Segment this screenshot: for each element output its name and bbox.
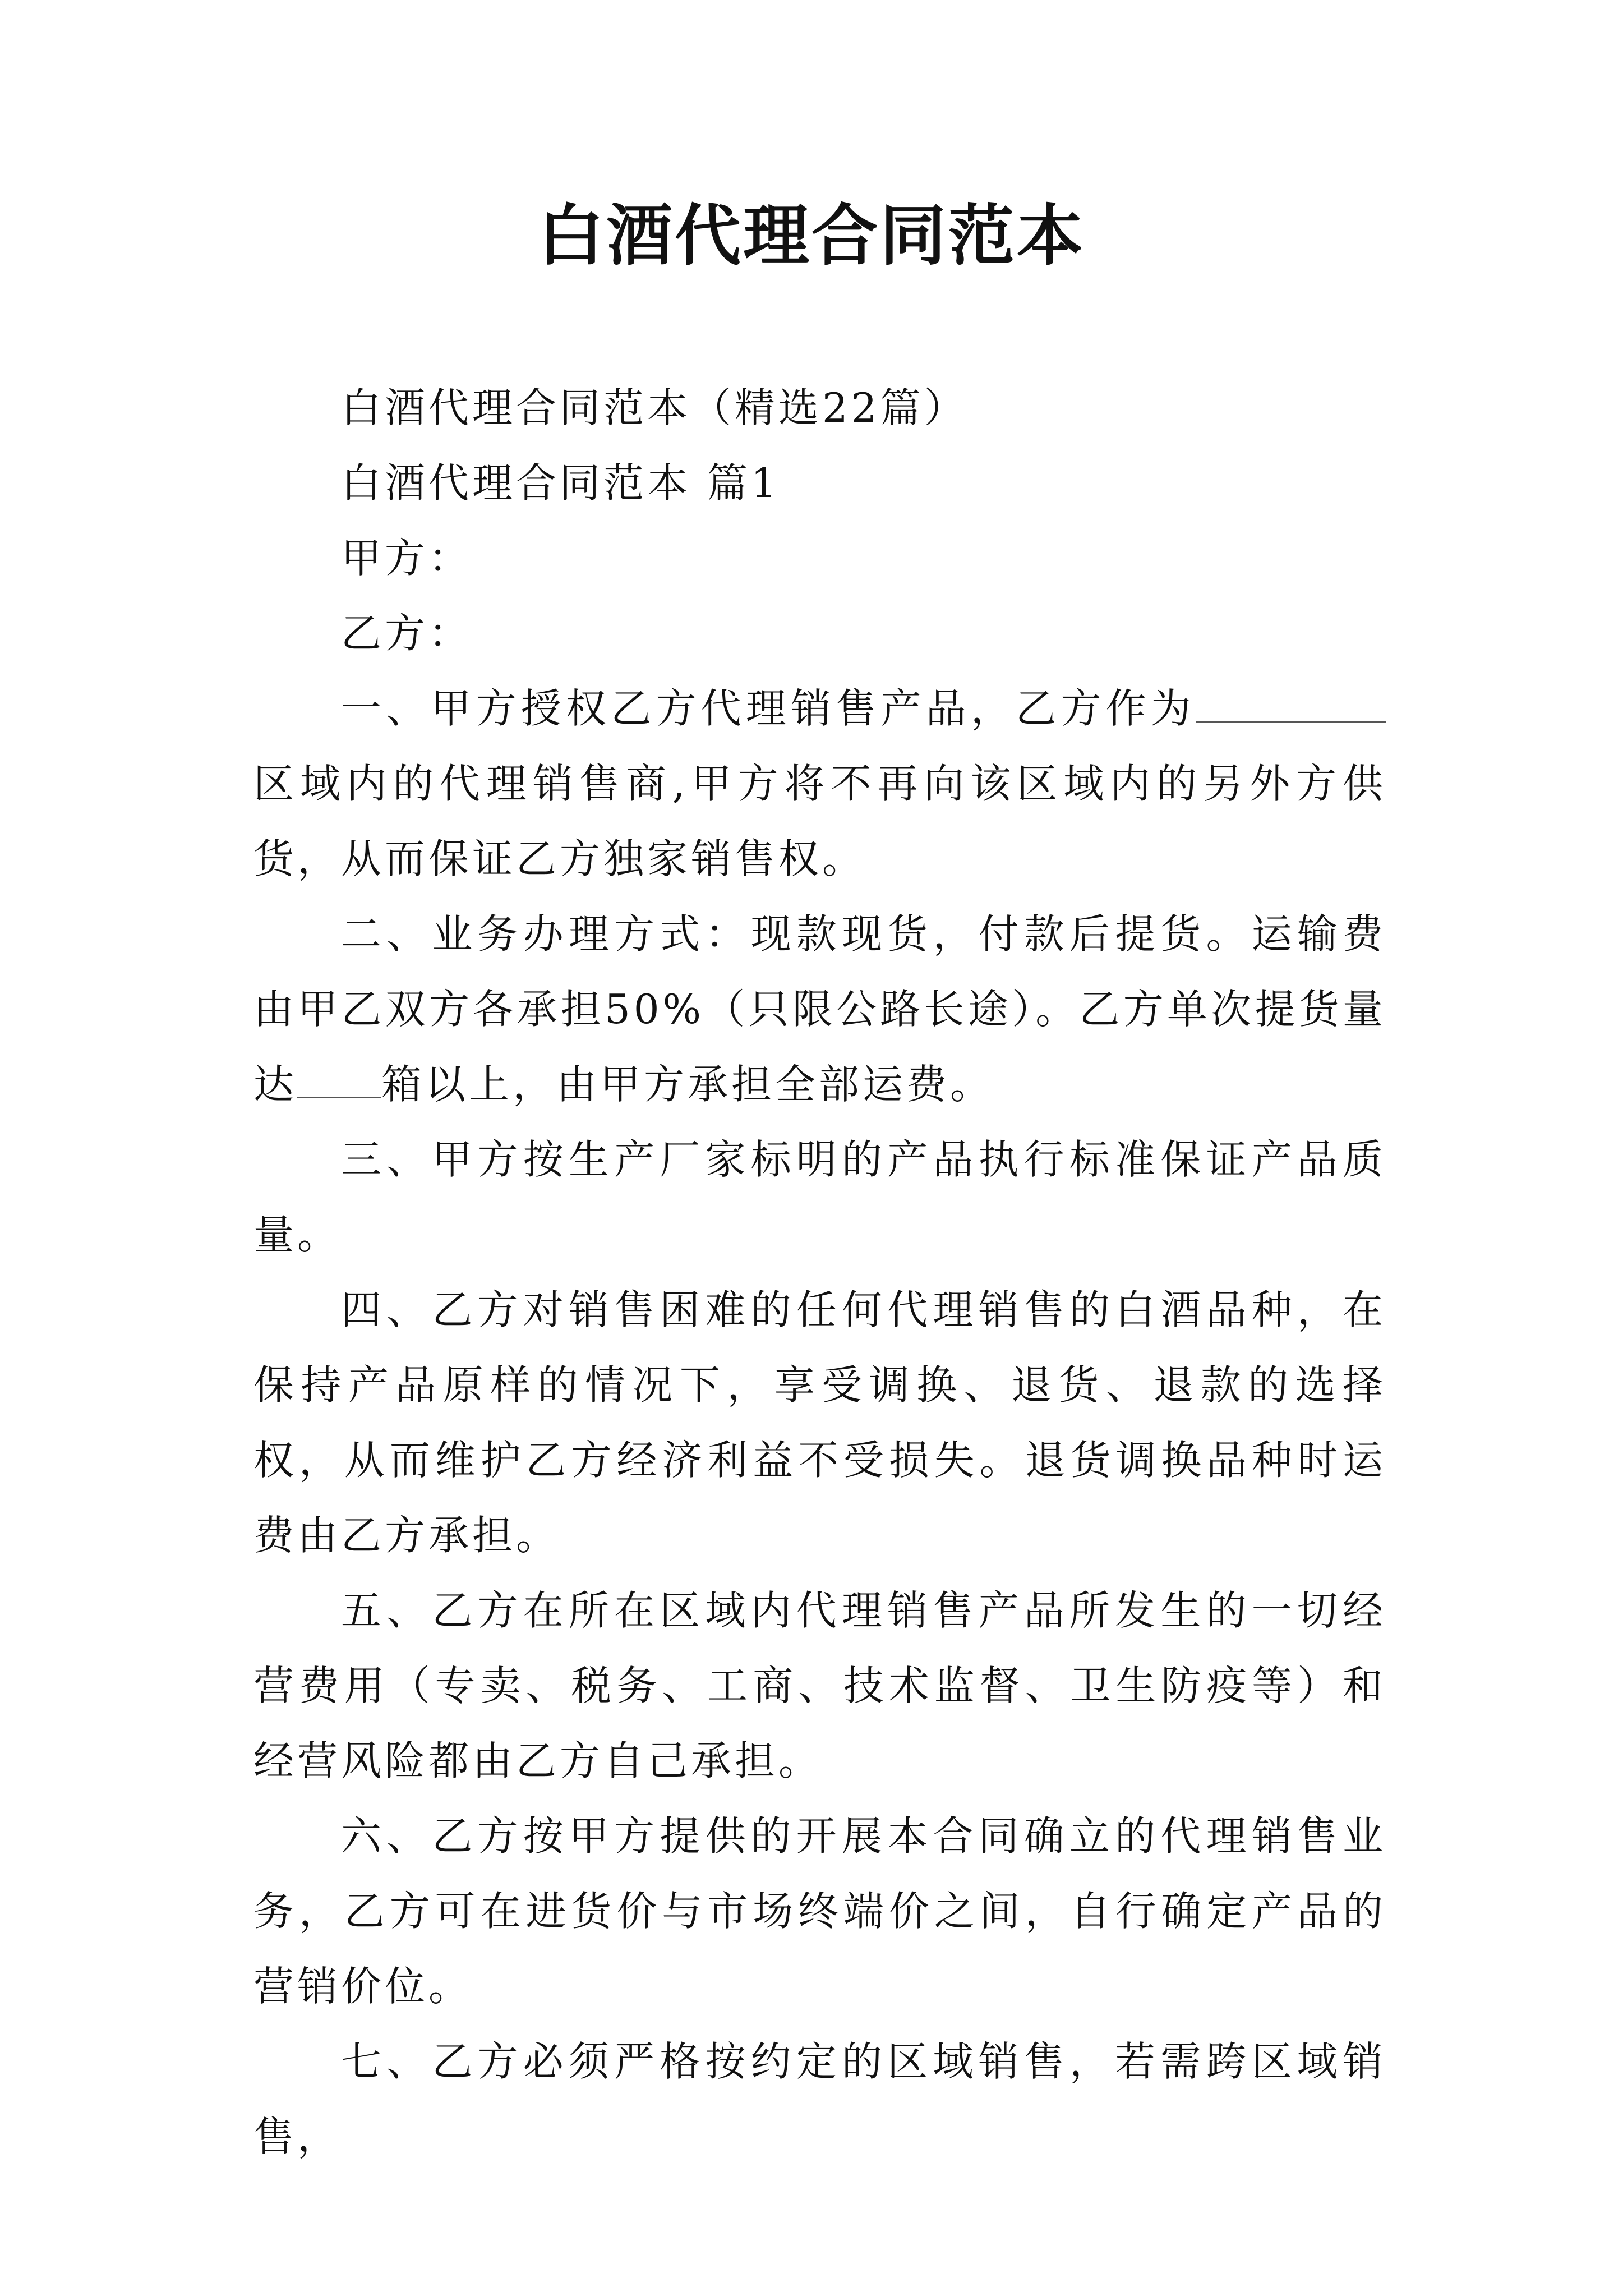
section-heading: 白酒代理合同范本 篇1 — [341, 459, 780, 507]
party-b-line: 乙方： — [341, 610, 473, 657]
clause-2-text-before: 二、业务办理方式：现款现货，付款后提货。运输费由甲乙双方各承担50%（只限公路长途）。乙方单次提货量达 — [253, 910, 1386, 1108]
clause-2-text-after: 箱以上，由甲方承担全部运费。 — [381, 1061, 994, 1108]
clause-7-paragraph: 七、乙方必须严格按约定的区域销售，若需跨区域销售， — [253, 2038, 1386, 2160]
clause-5-paragraph: 五、乙方在所在区域内代理销售产品所发生的一切经营费用（专卖、税务、工商、技术监督、卫生防疫等）和经营风险都由乙方自己承担。 — [253, 1587, 1386, 1784]
clause-4-paragraph: 四、乙方对销售困难的任何代理销售的白酒品种，在保持产品原样的情况下，享受调换、退货、退款的选择权，从而维护乙方经济利益不受损失。退货调换品种时运费由乙方承担。 — [253, 1286, 1386, 1559]
party-a-line: 甲方： — [341, 535, 473, 582]
document-title: 白酒代理合同范本 — [537, 196, 1085, 274]
clause-3-paragraph: 三、甲方按生产厂家标明的产品执行标准保证产品质量。 — [253, 1136, 1386, 1258]
clause-1-paragraph — [253, 671, 1386, 896]
region-blank-field — [1196, 684, 1386, 723]
clause-1-text-before: 一、甲方授权乙方代理销售产品，乙方作为 — [341, 685, 1196, 732]
clause-6-paragraph: 六、乙方按甲方提供的开展本合同确立的代理销售业务，乙方可在进货价与市场终端价之间，自行确定产品的营销价位。 — [253, 1812, 1386, 2010]
subtitle-paragraph: 白酒代理合同范本（精选22篇） — [341, 384, 968, 431]
quantity-blank-field — [297, 1060, 381, 1098]
clause-2-paragraph — [253, 896, 1386, 1122]
document-body — [253, 370, 1386, 2174]
clause-1-text-after: 区域内的代理销售商,甲方将不再向该区域内的另外方供货，从而保证乙方独家销售权。 — [253, 760, 1386, 882]
